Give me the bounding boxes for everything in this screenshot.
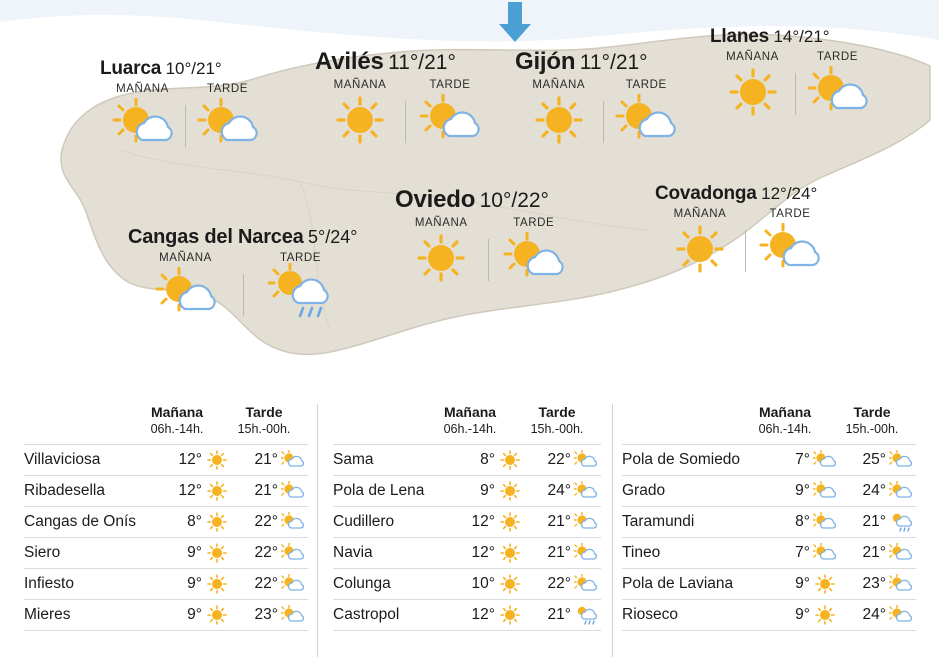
row-morning-temp: 9° (187, 606, 202, 623)
city-temps: 14°/21° (773, 27, 830, 46)
table-header (24, 404, 308, 436)
row-morning-temp: 12° (178, 482, 202, 499)
row-morning-temp: 9° (795, 606, 810, 623)
row-afternoon-temp: 22° (254, 513, 278, 530)
row-morning-temp: 7° (795, 451, 810, 468)
row-city: Sama (333, 451, 374, 468)
period-afternoon (795, 51, 880, 121)
period-morning (710, 51, 795, 121)
period-morning (100, 83, 185, 153)
city-temps: 10°/21° (165, 59, 222, 78)
city-temps: 11°/21° (388, 51, 456, 74)
sun-cloud-icon (886, 574, 916, 594)
sun-cloud-icon (488, 229, 581, 287)
row-city: Cangas de Onís (24, 513, 137, 530)
row-city: Ribadesella (24, 482, 105, 499)
sun-cloud-icon (278, 450, 308, 470)
row-city: Pola de Lena (333, 482, 425, 499)
divider (488, 239, 489, 281)
sun-cloud-icon (278, 543, 308, 563)
table-row (622, 538, 916, 569)
sun-icon (655, 220, 745, 278)
header-afternoon-hours: 15h.-00h. (530, 422, 584, 436)
sun-icon (202, 450, 232, 470)
forecast-column-1 (24, 404, 308, 631)
divider (405, 101, 406, 143)
divider (795, 73, 796, 115)
sun-icon (202, 605, 232, 625)
sun-cloud-icon (810, 481, 840, 501)
header-morning-hours: 06h.-14h. (150, 422, 204, 436)
period-label: TARDE (769, 208, 811, 220)
divider (243, 274, 244, 316)
table-row (333, 538, 601, 569)
table-row (622, 444, 916, 476)
forecast-column-2 (333, 404, 601, 631)
divider (603, 101, 604, 143)
table-row (622, 600, 916, 631)
header-afternoon: Tarde (538, 404, 576, 420)
sun-cloud-icon (571, 481, 601, 501)
table-header (333, 404, 601, 436)
map-city-llanes (710, 26, 880, 121)
sun-cloud-icon (571, 574, 601, 594)
table-row (622, 476, 916, 507)
period-label: MAÑANA (726, 51, 779, 63)
period-afternoon (488, 217, 581, 287)
header-morning: Mañana (443, 404, 497, 420)
period-label: TARDE (429, 79, 471, 91)
row-morning-temp: 8° (480, 451, 495, 468)
table-row (24, 538, 308, 569)
sun-icon (495, 574, 525, 594)
sun-icon (395, 229, 488, 287)
row-city: Taramundi (622, 513, 695, 530)
sun-icon (202, 543, 232, 563)
row-afternoon-temp: 23° (862, 575, 886, 592)
sun-icon (315, 91, 405, 149)
table-row (622, 507, 916, 538)
row-city: Rioseco (622, 606, 678, 623)
city-name: Luarca (100, 58, 162, 79)
period-afternoon (745, 208, 835, 278)
city-name: Oviedo (395, 186, 476, 213)
header-afternoon: Tarde (853, 404, 891, 420)
row-city: Pola de Laviana (622, 575, 734, 592)
row-city: Cudillero (333, 513, 395, 530)
sun-icon (202, 512, 232, 532)
row-morning-temp: 9° (795, 575, 810, 592)
table-row (24, 444, 308, 476)
table-row (333, 569, 601, 600)
period-label: TARDE (279, 252, 322, 264)
sun-cloud-icon (278, 574, 308, 594)
sun-cloud-icon (278, 605, 308, 625)
city-name: Avilés (315, 48, 384, 75)
sun-cloud-icon (571, 512, 601, 532)
sun-icon (495, 512, 525, 532)
header-afternoon-hours: 15h.-00h. (237, 422, 291, 436)
sun-cloud-icon (810, 450, 840, 470)
row-afternoon-temp: 24° (862, 482, 886, 499)
sun-cloud-icon (100, 95, 185, 153)
city-name: Cangas del Narcea (128, 226, 304, 248)
table-row (24, 600, 308, 631)
sun-cloud-icon (810, 512, 840, 532)
map-city-covadonga (655, 183, 835, 278)
header-afternoon: Tarde (245, 404, 283, 420)
table-row (24, 476, 308, 507)
period-afternoon (243, 252, 358, 322)
forecast-tables (0, 404, 939, 657)
row-afternoon-temp: 21° (862, 513, 886, 530)
row-morning-temp: 8° (187, 513, 202, 530)
sun-icon (202, 574, 232, 594)
header-morning: Mañana (758, 404, 812, 420)
map-city-luarca (100, 58, 270, 153)
sun-icon (710, 63, 795, 121)
sun-icon (495, 450, 525, 470)
row-morning-temp: 12° (471, 544, 495, 561)
period-label: TARDE (206, 83, 249, 95)
row-morning-temp: 12° (471, 606, 495, 623)
sun-cloud-icon (886, 450, 916, 470)
table-row (333, 600, 601, 631)
header-morning: Mañana (150, 404, 204, 420)
row-morning-temp: 10° (471, 575, 495, 592)
table-row (622, 569, 916, 600)
sun-icon (810, 574, 840, 594)
row-city: Castropol (333, 606, 400, 623)
city-temps: 11°/21° (579, 51, 648, 74)
map-city-oviedo (395, 186, 580, 287)
column-divider (612, 404, 613, 657)
header-afternoon-hours: 15h.-00h. (845, 422, 899, 436)
period-morning (128, 252, 243, 322)
table-row (333, 444, 601, 476)
sun-cloud-icon (405, 91, 495, 149)
row-afternoon-temp: 21° (254, 482, 278, 499)
row-afternoon-temp: 21° (547, 606, 571, 623)
sun-cloud-icon (603, 91, 691, 149)
sun-cloud-rain-icon (571, 604, 601, 626)
sun-cloud-rain-icon (886, 511, 916, 533)
sun-icon (202, 481, 232, 501)
sun-icon (515, 91, 603, 149)
row-morning-temp: 9° (795, 482, 810, 499)
table-row (333, 507, 601, 538)
sun-cloud-icon (278, 512, 308, 532)
table-row (24, 569, 308, 600)
table-row (333, 476, 601, 507)
header-morning-hours: 06h.-14h. (758, 422, 812, 436)
period-afternoon (185, 83, 270, 153)
row-afternoon-temp: 22° (547, 575, 571, 592)
row-city: Tineo (622, 544, 661, 561)
period-label: TARDE (513, 217, 555, 229)
row-city: Siero (24, 544, 61, 561)
row-morning-temp: 12° (178, 451, 202, 468)
period-afternoon (603, 79, 691, 149)
header-morning-hours: 06h.-14h. (443, 422, 497, 436)
row-afternoon-temp: 21° (254, 451, 278, 468)
divider (745, 230, 746, 272)
sun-icon (810, 605, 840, 625)
row-city: Grado (622, 482, 666, 499)
sun-icon (495, 481, 525, 501)
row-morning-temp: 8° (795, 513, 810, 530)
city-temps: 10°/22° (479, 189, 549, 212)
sun-cloud-icon (810, 543, 840, 563)
sun-cloud-icon (886, 481, 916, 501)
sun-cloud-icon (795, 63, 880, 121)
table-row (24, 507, 308, 538)
row-city: Pola de Somiedo (622, 451, 741, 468)
sun-cloud-icon (571, 450, 601, 470)
sun-cloud-icon (886, 605, 916, 625)
sun-cloud-icon (886, 543, 916, 563)
sun-cloud-icon (128, 264, 243, 322)
map-city-aviles (315, 48, 495, 149)
divider (185, 105, 186, 147)
row-morning-temp: 9° (187, 575, 202, 592)
row-morning-temp: 9° (187, 544, 202, 561)
period-label: MAÑANA (333, 79, 387, 91)
sun-cloud-icon (745, 220, 835, 278)
row-city: Mieres (24, 606, 71, 623)
period-label: MAÑANA (673, 208, 727, 220)
row-city: Infiesto (24, 575, 74, 592)
row-morning-temp: 7° (795, 544, 810, 561)
row-afternoon-temp: 25° (862, 451, 886, 468)
row-city: Colunga (333, 575, 391, 592)
period-morning (395, 217, 488, 287)
row-afternoon-temp: 21° (547, 544, 571, 561)
sun-icon (495, 543, 525, 563)
row-afternoon-temp: 22° (547, 451, 571, 468)
row-afternoon-temp: 24° (547, 482, 571, 499)
period-afternoon (405, 79, 495, 149)
city-name: Gijón (515, 48, 576, 75)
row-afternoon-temp: 22° (254, 575, 278, 592)
row-afternoon-temp: 22° (254, 544, 278, 561)
period-morning (655, 208, 745, 278)
sun-cloud-icon (278, 481, 308, 501)
sun-cloud-icon (571, 543, 601, 563)
forecast-column-3 (622, 404, 916, 631)
period-morning (315, 79, 405, 149)
period-morning (515, 79, 603, 149)
period-label: MAÑANA (116, 83, 169, 95)
sun-cloud-icon (185, 95, 270, 153)
sun-cloud-rain-icon (243, 264, 358, 322)
period-label: MAÑANA (159, 252, 212, 264)
period-label: TARDE (816, 51, 859, 63)
period-label: MAÑANA (414, 217, 468, 229)
city-temps: 12°/24° (761, 184, 818, 203)
row-afternoon-temp: 23° (254, 606, 278, 623)
period-label: TARDE (625, 79, 667, 91)
row-afternoon-temp: 21° (547, 513, 571, 530)
sun-icon (495, 605, 525, 625)
city-name: Llanes (710, 26, 769, 47)
city-temps: 5°/24° (308, 227, 358, 247)
period-label: MAÑANA (532, 79, 586, 91)
map-city-gijon (515, 48, 690, 149)
row-afternoon-temp: 21° (862, 544, 886, 561)
map-city-cangas-del-narcea (128, 226, 358, 322)
row-city: Navia (333, 544, 373, 561)
row-morning-temp: 9° (480, 482, 495, 499)
table-header (622, 404, 916, 436)
city-name: Covadonga (655, 183, 757, 204)
row-morning-temp: 12° (471, 513, 495, 530)
row-city: Villaviciosa (24, 451, 101, 468)
row-afternoon-temp: 24° (862, 606, 886, 623)
column-divider (317, 404, 318, 657)
